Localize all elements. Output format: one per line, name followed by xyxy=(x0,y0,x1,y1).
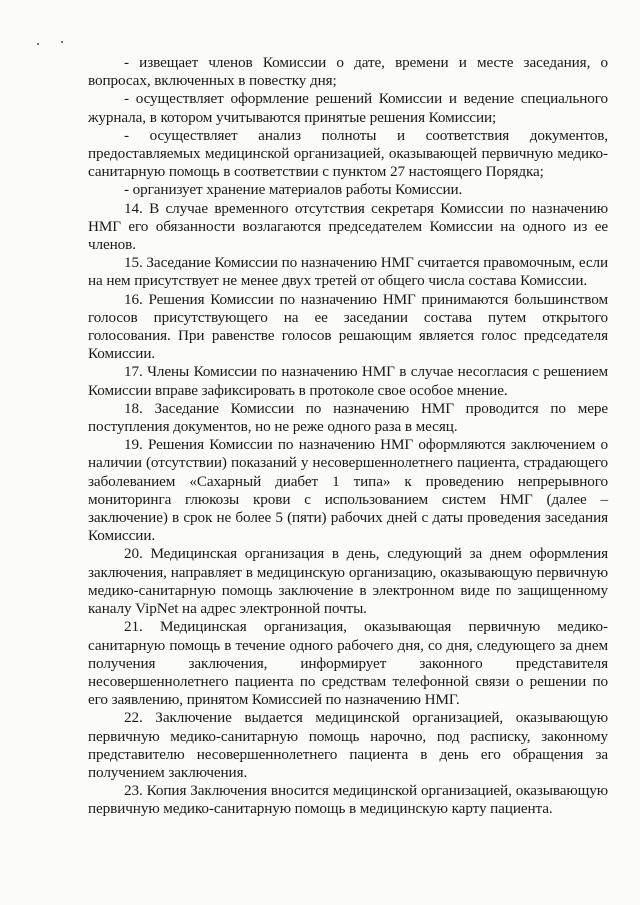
document-body xyxy=(88,54,608,819)
paragraph: - осуществляет оформление решений Комиссии и ведение специального журнала, в котором учитываются принятые решения Комиссии; xyxy=(88,90,608,126)
paragraph: 18. Заседание Комиссии по назначению НМГ проводится по мере поступления документов, но не реже одного раза в месяц. xyxy=(88,399,608,436)
paragraph: - организует хранение материалов работы Комиссии. xyxy=(124,181,463,199)
paragraph: 20. Медицинская организация в день, следующий за днем оформления заключения, направляет в медицинскую организацию, оказывающую первичную медико-санитарную помощь заключение в электронном виде по защищенному каналу VipNet на адрес электронной почты. xyxy=(88,545,608,618)
paragraph: 15. Заседание Комиссии по назначению НМГ считается правомочным, если на нем присутствует не менее двух третей от общего числа состава Комиссии. xyxy=(88,254,608,290)
paragraph: - осуществляет анализ полноты и соответствия документов, предоставляемых медицинской организацией, оказывающей первичную медико-санитарную помощь в соответствии с пунктом 27 настоящего Порядка; xyxy=(88,126,608,181)
paragraph: 21. Медицинская организация, оказывающая первичную медико-санитарную помощь в течение одного рабочего дня, со дня, следующего за днем получения заключения, информирует законного представителя несовершеннолетнего пациента по средствам телефонной связи о решении по его заявлению, принятом Комиссией по назначению НМГ. xyxy=(88,618,608,709)
paragraph: 16. Решения Комиссии по назначению НМГ принимаются большинством голосов присутствующего на ее заседании состава путем открытого голосования. При равенстве голосов решающим является голос председателя Комиссии. xyxy=(88,290,608,363)
scan-dot xyxy=(37,43,39,45)
paragraph: 17. Члены Комиссии по назначению НМГ в случае несогласия с решением Комиссии вправе зафиксировать в протоколе свое особое мнение. xyxy=(88,363,608,399)
paragraph: 19. Решения Комиссии по назначению НМГ оформляются заключением о наличии (отсутствии) показаний у несовершеннолетнего пациента, страдающего заболеванием «Сахарный диабет 1 типа» к проведению непрерывного мониторинга глюкозы крови с использованием систем НМГ (далее – заключение) в срок не более 5 (пяти) рабочих дней с даты проведения заседания Комиссии. xyxy=(88,436,608,545)
scan-dot xyxy=(61,41,63,43)
paragraph: - извещает членов Комиссии о дате, времени и месте заседания, о вопросах, включенных в повестку дня; xyxy=(88,54,608,90)
paragraph: 14. В случае временного отсутствия секретаря Комиссии по назначению НМГ его обязанности возлагаются председателем Комиссии на одного из ее членов. xyxy=(88,199,608,254)
paragraph: 23. Копия Заключения вносится медицинской организацией, оказывающую первичную медико-санитарную помощь в медицинскую карту пациента. xyxy=(88,782,608,818)
paragraph: 22. Заключение выдается медицинской организацией, оказывающую первичную медико-санитарную помощь нарочно, под расписку, законному представителю несовершеннолетнего пациента в день его обращения за получением заключения. xyxy=(88,709,608,781)
